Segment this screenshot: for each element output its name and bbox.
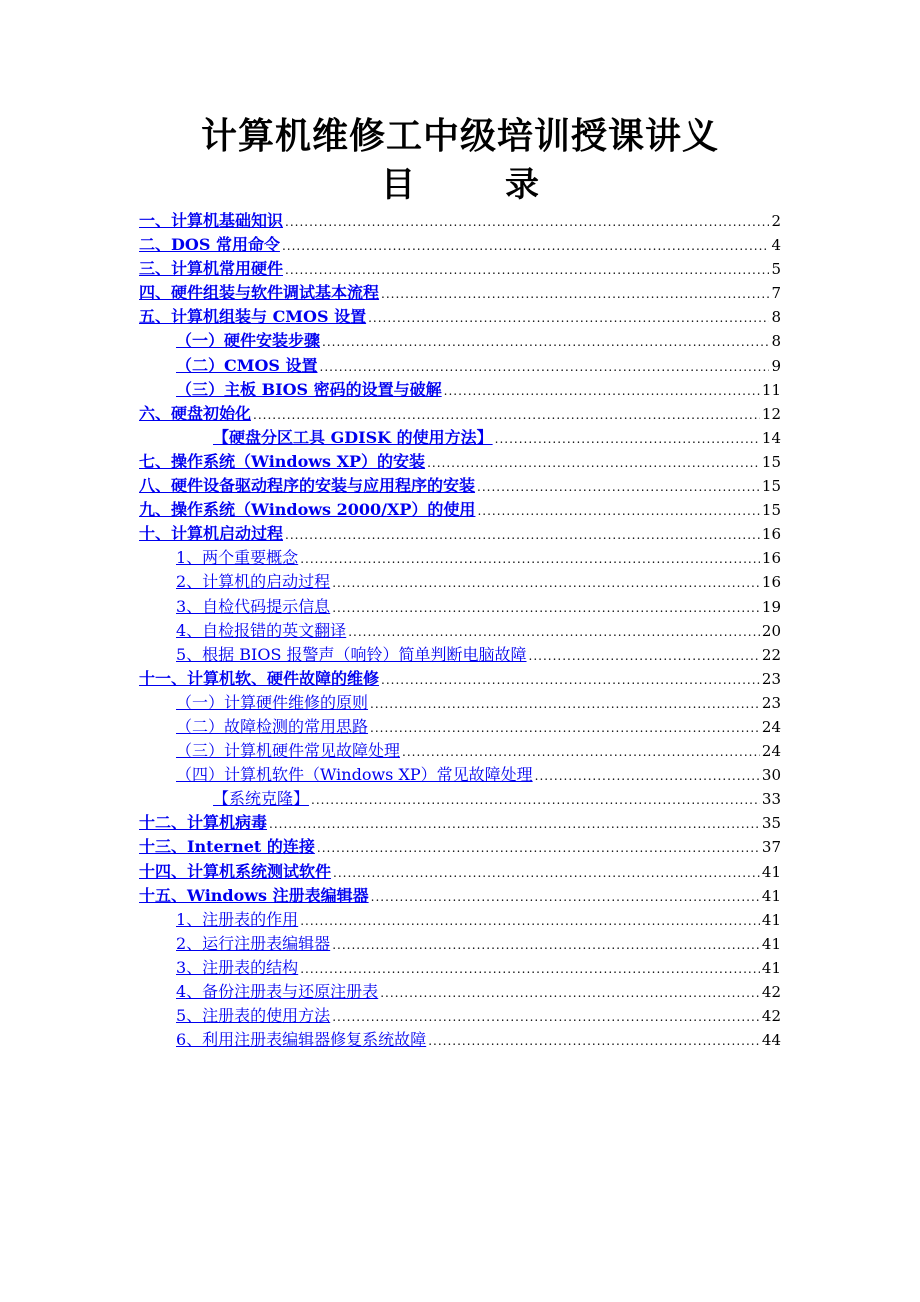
toc-entry[interactable]: [139, 980, 781, 1004]
toc-page-number: 44: [761, 1031, 781, 1050]
toc-page-number: 42: [761, 983, 781, 1001]
toc-entry-link[interactable]: 3、注册表的结构: [176, 957, 299, 977]
toc-entry[interactable]: [139, 739, 781, 763]
toc-page-number: 30: [761, 766, 781, 785]
toc-dot-leader: [370, 692, 760, 715]
toc-entry[interactable]: [139, 860, 781, 884]
toc-entry-link[interactable]: （一）硬件安装步骤: [176, 331, 321, 351]
toc-entry-link[interactable]: 3、自检代码提示信息: [176, 596, 331, 616]
toc-entry-link[interactable]: （三）计算机硬件常见故障处理: [176, 741, 401, 761]
toc-entry-link[interactable]: 四、硬件组装与软件调试基本流程: [139, 283, 380, 303]
toc-dot-leader: [320, 355, 770, 378]
toc-page-number: 41: [761, 862, 781, 881]
toc-dot-leader: [285, 523, 760, 546]
toc-entry[interactable]: [139, 1004, 781, 1028]
toc-entry-link[interactable]: 1、两个重要概念: [176, 548, 299, 568]
toc-entry[interactable]: [139, 932, 781, 956]
toc-page-number: 33: [761, 790, 781, 809]
toc-entry-link[interactable]: 三、计算机常用硬件: [139, 259, 284, 279]
toc-entry[interactable]: [139, 498, 781, 522]
toc-page-number: 37: [761, 838, 781, 857]
toc-entry[interactable]: [139, 378, 781, 402]
toc-page-number: 24: [761, 742, 781, 761]
toc-entry[interactable]: [139, 354, 781, 378]
toc-page-number: 15: [761, 477, 781, 496]
toc-page-number: 41: [761, 910, 781, 929]
toc-heading-right: 录: [505, 165, 539, 205]
toc-entry-link[interactable]: 1、注册表的作用: [176, 909, 299, 929]
toc-entry[interactable]: [139, 257, 781, 281]
toc-entry[interactable]: [139, 595, 781, 619]
toc-entry[interactable]: [139, 884, 781, 908]
toc-entry[interactable]: [139, 281, 781, 305]
toc-entry[interactable]: [139, 908, 781, 932]
toc-dot-leader: [300, 909, 760, 932]
toc-dot-leader: [285, 210, 769, 233]
toc-entry-link[interactable]: 九、操作系统（Windows 2000/XP）的使用: [139, 500, 476, 520]
toc-entry-link[interactable]: 十、计算机启动过程: [139, 524, 284, 544]
toc-entry-link[interactable]: 一、计算机基础知识: [139, 211, 284, 230]
toc-entry[interactable]: [139, 811, 781, 835]
toc-entry-link[interactable]: 4、自检报错的英文翻译: [176, 620, 347, 640]
toc-entry[interactable]: [139, 233, 781, 257]
toc-dot-leader: [477, 499, 759, 522]
toc-entry-link[interactable]: 六、硬盘初始化: [139, 403, 252, 423]
toc-entry-link[interactable]: （三）主板 BIOS 密码的设置与破解: [176, 379, 442, 399]
toc-dot-leader: [285, 258, 769, 281]
toc-heading: [0, 162, 920, 208]
toc-dot-leader: [317, 836, 760, 859]
document-title: 计算机维修工中级培训授课讲义: [200, 115, 719, 157]
toc-dot-leader: [368, 306, 769, 329]
toc-dot-leader: [332, 1005, 760, 1028]
toc-dot-leader: [300, 547, 760, 570]
toc-dot-leader: [311, 788, 760, 811]
toc-dot-leader: [348, 620, 760, 643]
toc-page-number: 19: [761, 597, 781, 616]
toc-page-number: 35: [761, 814, 781, 833]
toc-entry[interactable]: [139, 763, 781, 787]
toc-dot-leader: [370, 716, 760, 739]
toc-entry-link[interactable]: 4、备份注册表与还原注册表: [176, 982, 379, 1001]
table-of-contents: [139, 209, 781, 1052]
toc-entry-link[interactable]: 2、计算机的启动过程: [176, 572, 331, 592]
toc-entry[interactable]: [139, 522, 781, 546]
toc-page-number: 4: [771, 236, 781, 255]
toc-page-number: 42: [761, 1007, 781, 1026]
toc-page-number: 16: [761, 573, 781, 592]
toc-dot-leader: [300, 957, 760, 980]
toc-page-number: 2: [771, 212, 781, 230]
toc-dot-leader: [444, 379, 760, 402]
toc-entry-link[interactable]: 二、DOS 常用命令: [139, 235, 280, 255]
toc-dot-leader: [371, 885, 760, 908]
toc-page-number: 24: [761, 717, 781, 736]
toc-page-number: 16: [761, 525, 781, 544]
toc-entry-link[interactable]: 【硬盘分区工具 GDISK 的使用方法】: [213, 427, 493, 447]
toc-dot-leader: [253, 403, 760, 426]
toc-entry[interactable]: [139, 329, 781, 353]
toc-dot-leader: [332, 596, 760, 619]
toc-dot-leader: [402, 740, 760, 763]
toc-page-number: 14: [761, 428, 781, 447]
toc-entry-link[interactable]: 5、根据 BIOS 报警声（响铃）简单判断电脑故障: [176, 644, 527, 664]
toc-entry-link[interactable]: 五、计算机组装与 CMOS 设置: [139, 307, 367, 327]
toc-entry[interactable]: [139, 667, 781, 691]
toc-dot-leader: [535, 764, 760, 787]
toc-heading-left: 目: [381, 165, 415, 205]
toc-entry[interactable]: [139, 643, 781, 667]
toc-entry[interactable]: [139, 474, 781, 498]
toc-dot-leader: [332, 571, 760, 594]
toc-entry-link[interactable]: 十四、计算机系统测试软件: [139, 861, 332, 881]
toc-page-number: 5: [771, 260, 781, 279]
toc-entry[interactable]: [139, 956, 781, 980]
toc-page-number: 23: [761, 693, 781, 712]
toc-dot-leader: [333, 861, 760, 884]
toc-page-number: 20: [761, 621, 781, 640]
toc-page-number: 22: [761, 645, 781, 664]
toc-entry[interactable]: [139, 426, 781, 450]
toc-dot-leader: [269, 812, 760, 835]
toc-entry-link[interactable]: 十一、计算机软、硬件故障的维修: [139, 668, 380, 688]
toc-entry-link[interactable]: 八、硬件设备驱动程序的安装与应用程序的安装: [139, 476, 476, 496]
toc-entry[interactable]: [139, 305, 781, 329]
toc-page-number: 9: [771, 356, 781, 375]
toc-entry[interactable]: [139, 570, 781, 594]
toc-entry[interactable]: [139, 835, 781, 859]
toc-entry[interactable]: [139, 691, 781, 715]
toc-dot-leader: [380, 981, 760, 1004]
toc-dot-leader: [332, 933, 760, 956]
toc-page-number: 41: [761, 958, 781, 977]
toc-entry[interactable]: [139, 209, 781, 233]
toc-entry-link[interactable]: 5、注册表的使用方法: [176, 1006, 331, 1026]
toc-entry-link[interactable]: （四）计算机软件（Windows XP）常见故障处理: [176, 765, 533, 785]
toc-entry[interactable]: [139, 1028, 781, 1052]
toc-dot-leader: [282, 234, 770, 257]
toc-entry-link[interactable]: （二）CMOS 设置: [176, 355, 318, 375]
toc-entry[interactable]: [139, 402, 781, 426]
toc-dot-leader: [381, 668, 760, 691]
toc-page-number: 41: [761, 886, 781, 905]
toc-entry[interactable]: [139, 450, 781, 474]
toc-entry-link[interactable]: 十五、Windows 注册表编辑器: [139, 885, 369, 905]
toc-entry-link[interactable]: 七、操作系统（Windows XP）的安装: [139, 451, 426, 471]
toc-entry-link[interactable]: （二）故障检测的常用思路: [176, 716, 369, 736]
toc-dot-leader: [477, 475, 760, 498]
toc-entry[interactable]: [139, 715, 781, 739]
toc-entry-link[interactable]: 十二、计算机病毒: [139, 813, 268, 833]
toc-dot-leader: [495, 427, 760, 450]
toc-entry-link[interactable]: （一）计算硬件维修的原则: [176, 692, 369, 712]
toc-page-number: 15: [761, 452, 781, 471]
toc-entry-link[interactable]: 【系统克隆】: [213, 789, 310, 809]
toc-page-number: 15: [761, 501, 781, 520]
toc-page-number: 7: [771, 284, 781, 303]
toc-entry[interactable]: [139, 619, 781, 643]
toc-entry-link[interactable]: 2、运行注册表编辑器: [176, 933, 331, 953]
toc-page-number: 12: [761, 404, 781, 423]
toc-dot-leader: [322, 330, 769, 353]
toc-entry[interactable]: [139, 787, 781, 811]
toc-page-number: 11: [761, 380, 781, 399]
toc-page-number: 8: [771, 308, 781, 327]
toc-page-number: 8: [771, 332, 781, 351]
toc-dot-leader: [428, 1029, 760, 1052]
toc-entry-link[interactable]: 6、利用注册表编辑器修复系统故障: [176, 1030, 427, 1050]
toc-dot-leader: [529, 644, 760, 667]
toc-dot-leader: [381, 282, 769, 305]
toc-page-number: 23: [761, 669, 781, 688]
toc-entry-link[interactable]: 十三、Internet 的连接: [139, 837, 315, 857]
toc-page-number: 16: [761, 549, 781, 568]
toc-dot-leader: [427, 451, 760, 474]
toc-entry[interactable]: [139, 546, 781, 570]
toc-page-number: 41: [761, 934, 781, 953]
